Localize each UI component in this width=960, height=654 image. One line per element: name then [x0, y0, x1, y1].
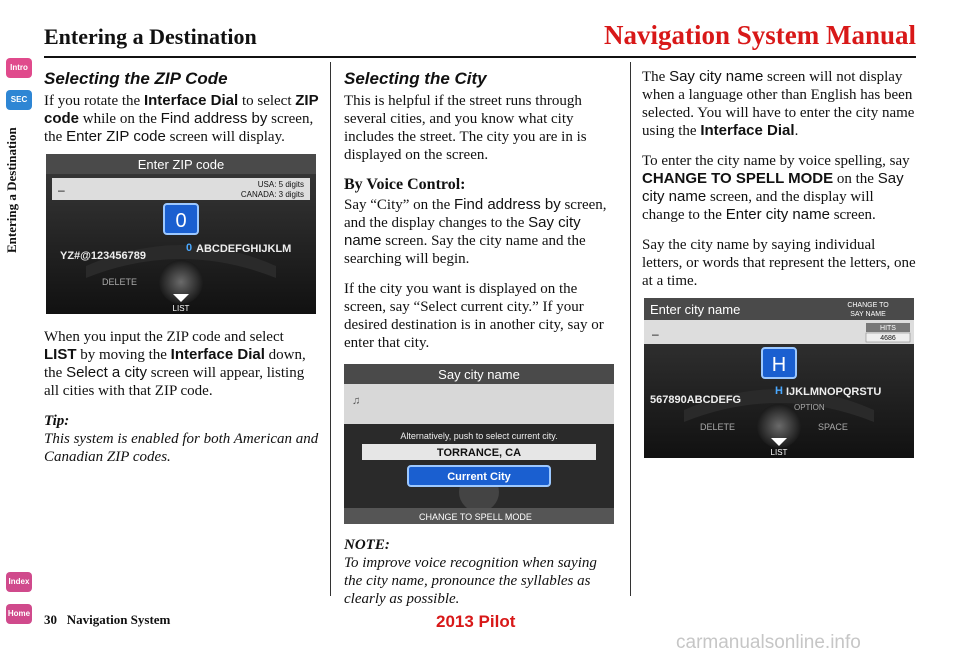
svg-text:DELETE: DELETE [700, 422, 736, 432]
svg-text:0: 0 [175, 210, 187, 232]
manual-title: Navigation System Manual [603, 20, 916, 50]
tab-sec[interactable]: SEC [6, 90, 32, 110]
voice-control-heading: By Voice Control: [344, 176, 466, 193]
section-title: Entering a Destination [44, 24, 257, 49]
note-label: NOTE: [344, 537, 390, 553]
page-number: 30 [44, 612, 57, 627]
city-paragraph-3: If the city you want is displayed on the screen, say “Select current city.” If your desired destination is in another city, say or enter that city. [344, 281, 604, 351]
column-spell [642, 68, 918, 458]
enter-zip-screen [46, 154, 316, 314]
svg-text:H: H [771, 354, 787, 376]
svg-text:USA: 5 digits: USA: 5 digits [257, 180, 304, 189]
svg-text:SAY NAME: SAY NAME [850, 311, 886, 318]
site-watermark: carmanualsonline.info [676, 632, 861, 653]
svg-text:H: H [775, 385, 783, 397]
heading-city: Selecting the City [344, 69, 487, 88]
heading-zip: Selecting the ZIP Code [44, 69, 228, 88]
tab-intro[interactable]: Intro [6, 58, 32, 78]
tip-text: This system is enabled for both American and Canadian ZIP codes. [44, 431, 319, 465]
svg-text:CANADA: 3 digits: CANADA: 3 digits [240, 190, 304, 199]
svg-text:SPACE: SPACE [818, 422, 848, 432]
footer-system: Navigation System [66, 612, 171, 627]
svg-text:–: – [58, 183, 65, 197]
column-city [344, 64, 616, 608]
note-text: To improve voice recognition when saying the city name, pronounce the syllables as clearly as possible. [344, 555, 597, 607]
zip-paragraph-2: When you input the ZIP code and select LIST by moving the Interface Dial down, the Select a city screen will appear, listing all cities with that ZIP code. [44, 329, 306, 399]
tip-label: Tip: [44, 413, 70, 429]
spell-paragraph-1: The Say city name screen will not display when a language other than English has been selected. You will have to enter the city name using the Interface Dial. [642, 68, 915, 139]
city-paragraph-1: This is helpful if the street runs through several cities, and you know what city includes the street. The city you are in is displayed on the screen. [344, 93, 587, 163]
svg-text:IJKLMNOPQRSTU: IJKLMNOPQRSTU [786, 386, 882, 398]
svg-text:4686: 4686 [880, 335, 896, 342]
column-divider-2 [630, 62, 631, 596]
svg-text:CHANGE TO SPELL MODE: CHANGE TO SPELL MODE [419, 512, 532, 522]
svg-text:ABCDEFGHIJKLM: ABCDEFGHIJKLM [196, 243, 292, 255]
svg-text:0: 0 [186, 242, 193, 254]
column-zip [44, 64, 320, 466]
svg-text:–: – [652, 327, 659, 341]
column-divider-1 [330, 62, 331, 596]
say-city-screen [344, 364, 614, 524]
svg-text:Alternatively, push to select: Alternatively, push to select current city. [400, 431, 558, 441]
zip-screen-title: Enter ZIP code [137, 157, 225, 172]
page-footer [44, 612, 170, 628]
voice-icon: ♫ [352, 395, 361, 407]
header-rule [44, 56, 916, 58]
zip-paragraph-1: If you rotate the Interface Dial to select ZIP code while on the Find address by screen, the Enter ZIP code screen will display. [44, 92, 319, 145]
svg-text:DELETE: DELETE [102, 277, 138, 287]
svg-text:TORRANCE, CA: TORRANCE, CA [436, 447, 522, 459]
svg-text:Say city name: Say city name [438, 367, 520, 382]
model-label: 2013 Pilot [436, 612, 516, 631]
tab-home[interactable]: Home [6, 604, 32, 624]
tab-index[interactable]: Index [6, 572, 32, 592]
svg-text:YZ#@123456789: YZ#@123456789 [60, 250, 146, 262]
svg-text:OPTION: OPTION [794, 403, 825, 412]
svg-text:CHANGE TO: CHANGE TO [847, 302, 889, 309]
svg-text:Current City: Current City [447, 471, 511, 483]
svg-text:LIST: LIST [770, 448, 788, 457]
enter-city-screen [644, 298, 914, 458]
city-paragraph-2: Say “City” on the Find address by screen, and the display changes to the Say city name screen. Say the city name and the searching will begin. [344, 196, 607, 267]
svg-text:HITS: HITS [880, 325, 896, 332]
svg-text:Enter city name: Enter city name [650, 302, 741, 317]
spell-paragraph-2: To enter the city name by voice spelling, say CHANGE TO SPELL MODE on the Say city name screen, and the display will change to the Enter city name screen. [642, 153, 910, 223]
sidebar-section-label: Entering a Destination [4, 127, 19, 253]
svg-text:LIST: LIST [172, 304, 190, 313]
svg-text:567890ABCDEFG: 567890ABCDEFG [650, 394, 742, 406]
spell-paragraph-3: Say the city name by saying individual letters, or words that represent the letters, one at a time. [642, 237, 916, 289]
